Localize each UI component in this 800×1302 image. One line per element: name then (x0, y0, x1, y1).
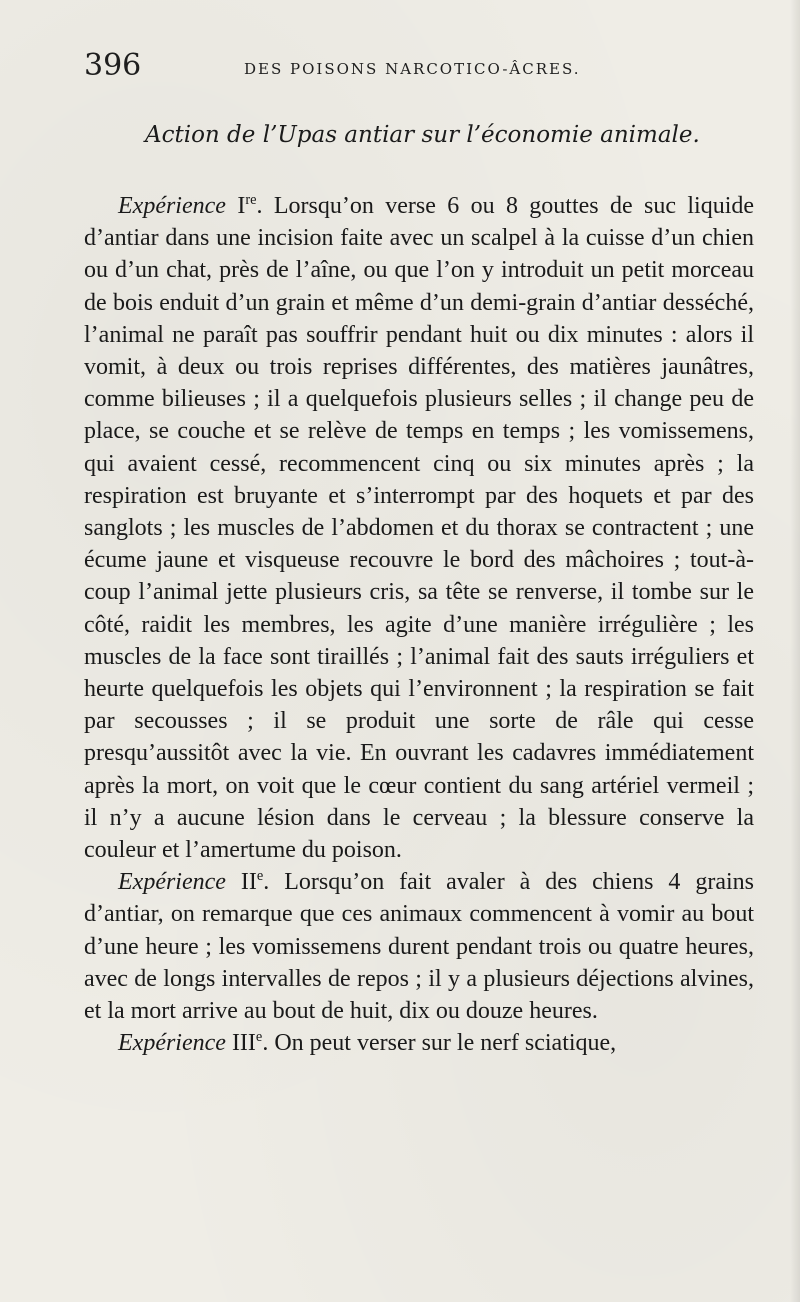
experience-3-ordinal: III (231, 1030, 256, 1057)
page-edge-shadow (790, 0, 800, 1302)
page-header (84, 48, 764, 88)
body-text (84, 190, 754, 1059)
experience-2-text: Lorsqu’on fait avaler à des chiens 4 grains d’antiar, on remarque que ces animaux commencent à vomir au bout d’une heure ; les vomissemens durent pendant trois ou quatre heures, avec de longs intervalles de repos ; il y a plusieurs déjections alvines, et la mort arrive au bout de huit, dix ou douze heures. (84, 869, 755, 1025)
experience-3-ordinal-suffix: e (255, 1029, 263, 1046)
experience-1-label: Expérience (118, 193, 226, 219)
experience-2-ordinal-suffix: e (256, 868, 264, 885)
experience-1-text: Lorsqu’on verse 6 ou 8 gouttes de suc liquide d’antiar dans une incision faite avec un scalpel à la cuisse d’un chien ou d’un chat, près de l’aîne, ou que l’on y introduit un petit morceau de bois enduit d’un grain et même d’un demi-grain d’antiar desséché, l’animal ne paraît pas souffrir pendant huit ou dix minutes : alors il vomit, à deux ou trois reprises différentes, des matières jaunâtres, comme bilieuses ; il a quelquefois plusieurs selles ; il change peu de place, se couche et se relève de temps en temps ; les vomissemens, qui avaient cessé, recommencent cinq ou six minutes après ; la respiration est bruyante et s’interrompt par des hoquets et par des sanglots ; les muscles de l’abdomen et du thorax se contractent ; une écume jaune et visqueuse recouvre le bord des mâchoires ; tout-à-coup l’animal jette plusieurs cris, sa tête se renverse, il tombe sur le côté, raidit les membres, les agite d’une manière irrégulière ; les muscles de la face sont tiraillés ; l’animal fait des sauts irréguliers et heurte quelquefois les objets qui l’environnent ; la respiration se fait par secousses ; il se produit une sorte de râle qui cesse presqu’aussitôt avec la vie. En ouvrant les cadavres immédiatement après la mort, on voit que le cœur contient du sang artériel vermeil ; il n’y a aucune lésion dans le cerveau ; la blessure conserve la couleur et l’amertume du poison. (84, 193, 755, 864)
experience-1-paragraph: Expérience Ire. Lorsqu’on verse 6 ou 8 gouttes de suc liquide d’antiar dans une incision faite avec un scalpel à la cuisse d’un chien ou d’un chat, près de l’aîne, ou que l’on y introduit un petit morceau de bois enduit d’un grain et même d’un demi-grain d’antiar desséché, l’animal ne paraît pas souffrir pendant huit ou dix minutes : alors il vomit, à deux ou trois reprises différentes, des matières jaunâtres, comme bilieuses ; il a quelquefois plusieurs selles ; il change peu de place, se couche et se relève de temps en temps ; les vomissemens, qui avaient cessé, recommencent cinq ou six minutes après ; la respiration est bruyante et s’interrompt par des hoquets et par des sanglots ; les muscles de l’abdomen et du thorax se contractent ; une écume jaune et visqueuse recouvre le bord des mâchoires ; tout-à-coup l’animal jette plusieurs cris, sa tête se renverse, il tombe sur le côté, raidit les membres, les agite d’une manière irrégulière ; les muscles de la face sont tiraillés ; l’animal fait des sauts irréguliers et heurte quelquefois les objets qui l’environnent ; la respiration se fait par secousses ; il se produit une sorte de râle qui cesse presqu’aussitôt avec la vie. En ouvrant les cadavres immédiatement après la mort, on voit que le cœur contient du sang artériel vermeil ; il n’y a aucune lésion dans le cerveau ; la blessure conserve la couleur et l’amertume du poison. (84, 192, 755, 864)
experience-2-ordinal: II (240, 869, 257, 896)
experience-2-paragraph: Expérience IIe. Lorsqu’on fait avaler à des chiens 4 grains d’antiar, on remarque que ces animaux commencent à vomir au bout d’une heure ; les vomissemens durent pendant trois ou quatre heures, avec de longs intervalles de repos ; il y a plusieurs déjections alvines, et la mort arrive au bout de huit, dix ou douze heures. (84, 868, 755, 1025)
section-title: Action de l’Upas antiar sur l’économie animale. (145, 122, 700, 148)
experience-1-ordinal-suffix: re (245, 192, 257, 208)
experience-2-label: Expérience (118, 869, 226, 896)
experience-3-label: Expérience (118, 1030, 226, 1057)
experience-3-text: On peut verser sur le nerf sciatique, (274, 1030, 617, 1057)
experience-3-paragraph: Expérience IIIe. On peut verser sur le nerf sciatique, (118, 1029, 617, 1057)
page-number: 396 (84, 48, 142, 83)
experience-1-ordinal: I (237, 193, 246, 219)
running-head: DES POISONS NARCOTICO-ÂCRES. (244, 60, 581, 78)
